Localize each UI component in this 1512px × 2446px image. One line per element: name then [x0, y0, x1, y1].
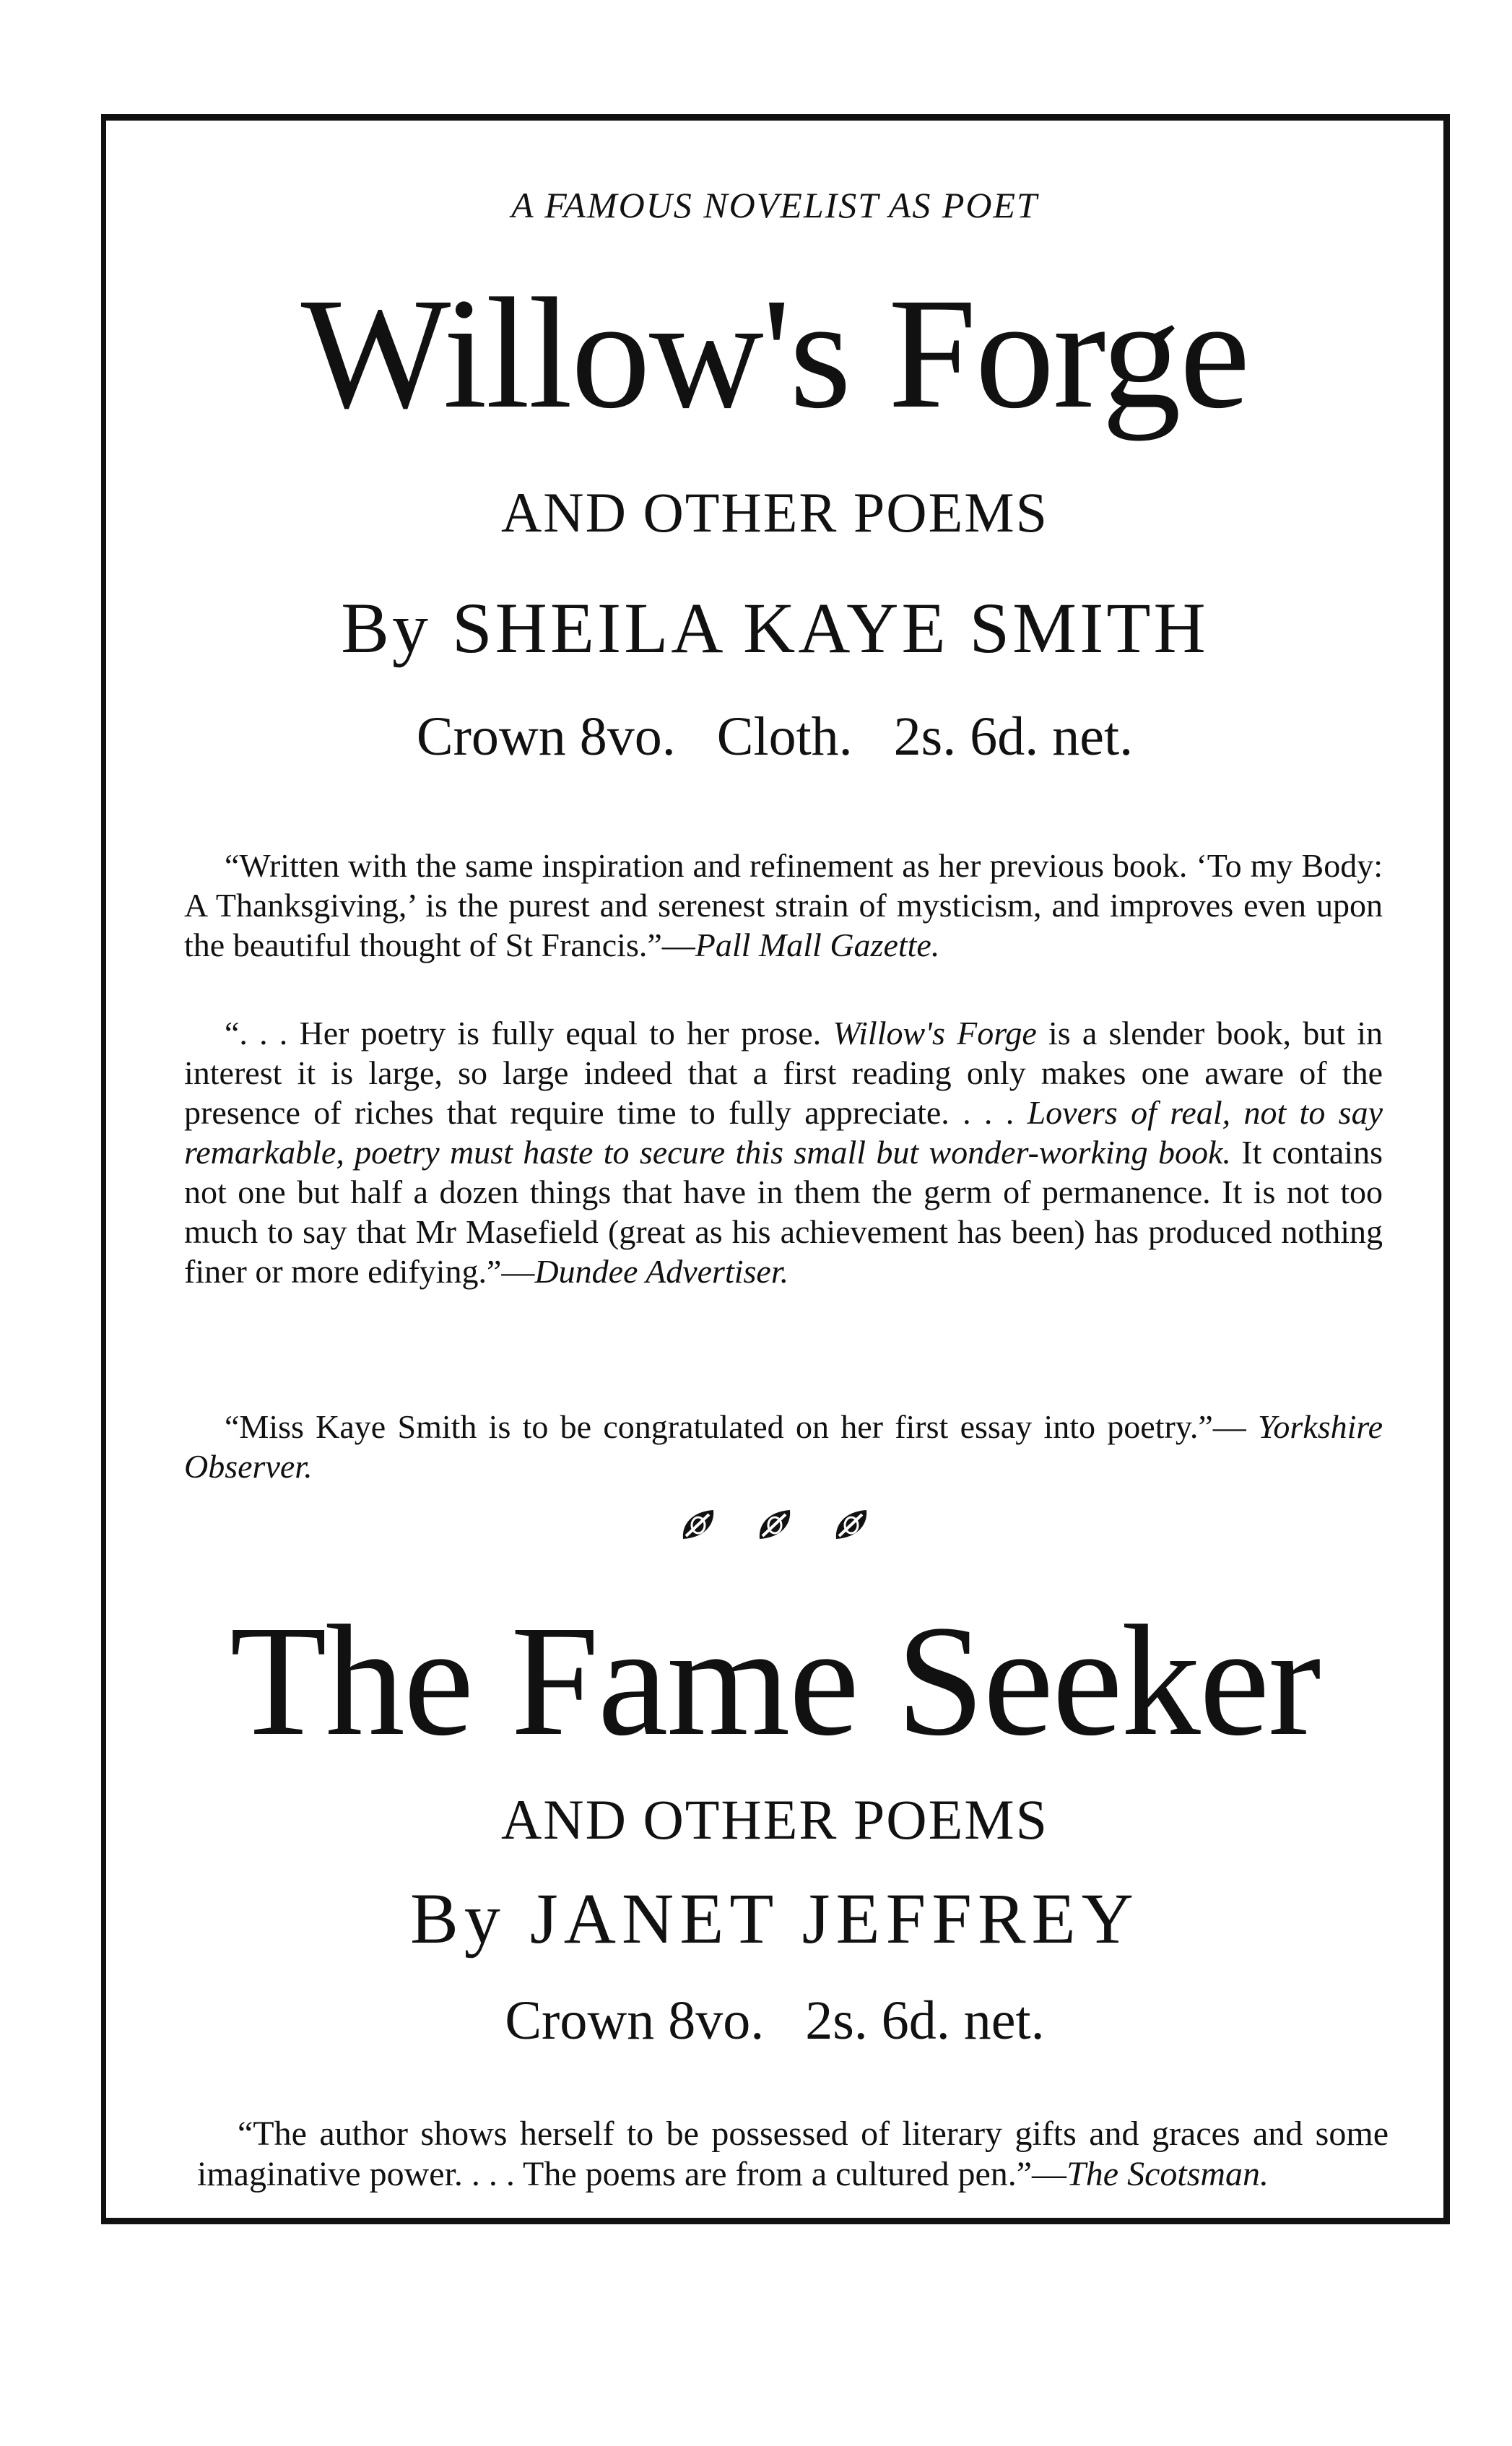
book-title-fame-seeker: The Fame Seeker	[230, 1592, 1320, 1769]
quote-text: “. . . Her poetry is fully equal to her prose.	[225, 1015, 833, 1051]
quote-source: Yorkshire Observer.	[184, 1408, 1383, 1485]
author-line-2: By JANET JEFFREY	[410, 1878, 1139, 1959]
leaf-ornament-icon	[755, 1500, 794, 1535]
advertisement-content	[106, 121, 1443, 2218]
review-quote-dundee	[184, 1013, 1383, 1291]
quote-source: Dundee Advertiser.	[534, 1253, 789, 1290]
advertisement-border	[101, 114, 1450, 2224]
quote-book-title: Willow's Forge	[833, 1015, 1037, 1051]
quote-text: “Written with the same inspiration and refinement as her previous book. ‘To my Body: A Thanksgiving,’ is the purest and serenest strain of mysticism, and improves even upon the beautiful thought of St Francis.”—	[184, 847, 1383, 963]
quote-text: “The author shows herself to be possessed of literary gifts and graces and some imaginative power. . . . The poems are from a cultured pen.”—	[197, 2115, 1389, 2193]
leaf-ornament-icon	[832, 1500, 871, 1535]
review-quote-yorkshire	[184, 1407, 1383, 1486]
review-quote-scotsman	[197, 2114, 1389, 2195]
quote-text: is a slender book, but in interest it is large, so large indeed that a first reading only makes one aware of the presence of riches that require time to fully appreciate. . . .	[184, 1015, 1383, 1131]
ornament-divider	[106, 1500, 1443, 1553]
quote-text: It contains not one but half a dozen things that have in them the germ of permanence. It is not too much to say that Mr Masefield (great as his achievement has been) has produced nothing finer or more edifying.”—	[184, 1134, 1383, 1290]
book-subtitle-1: AND OTHER POEMS	[500, 481, 1049, 544]
review-quote-pall-mall	[184, 846, 1383, 965]
book-subtitle-2: AND OTHER POEMS	[500, 1788, 1049, 1851]
format-price-1: Crown 8vo. Cloth. 2s. 6d. net.	[416, 706, 1134, 767]
quote-text: “Miss Kaye Smith is to be congratulated on her first essay into poetry.”—	[225, 1408, 1259, 1445]
format-price-2: Crown 8vo. 2s. 6d. net.	[505, 1990, 1045, 2051]
quote-italic-text: Lovers of real, not to say remarkable, poetry must haste to secure this small but wonder-working book.	[184, 1094, 1383, 1171]
kicker-heading: A FAMOUS NOVELIST AS POET	[511, 185, 1038, 225]
quote-source: Pall Mall Gazette.	[695, 927, 940, 963]
author-line-1: By SHEILA KAYE SMITH	[341, 588, 1209, 668]
leaf-ornament-icon	[679, 1500, 718, 1535]
book-title-willows-forge: Willow's Forge	[300, 265, 1249, 441]
quote-source: The Scotsman.	[1066, 2155, 1269, 2193]
